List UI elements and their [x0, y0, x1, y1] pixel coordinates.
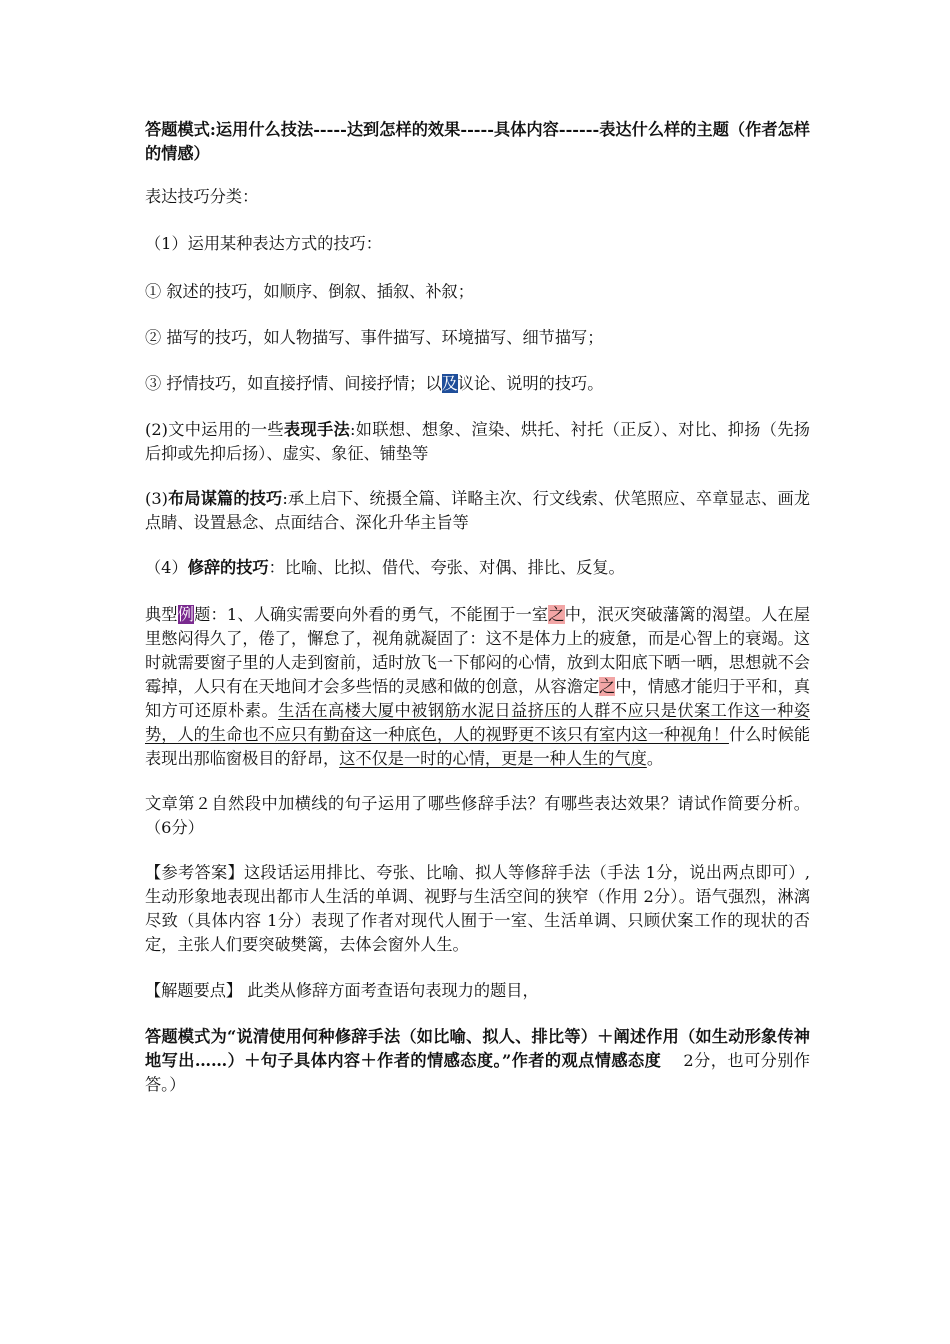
- section3-prefix: (3): [145, 489, 168, 508]
- final-bold: 答题模式为“说清使用何种修辞手法（如比喻、拟人、排比等）＋阐述作用（如生动形象传神地写出……）＋句子具体内容＋作者的情感态度。”作者的观点情感态度: [145, 1027, 810, 1070]
- answer-pattern-heading: [145, 118, 810, 166]
- question-paragraph: 文章第２自然段中加横线的句子运用了哪些修辞手法？有哪些表达效果？请试作简要分析。（6分）: [145, 794, 810, 837]
- section4-rest: ：比喻、比拟、借代、夸张、对偶、排比、反复。: [268, 558, 625, 577]
- section1-item3: [145, 372, 810, 396]
- section1-item1: ① 叙述的技巧，如顺序、倒叙、插叙、补叙；: [145, 282, 474, 301]
- section1-title: （1）运用某种表达方式的技巧：: [145, 234, 382, 253]
- example-t3: 中，泯灭突破藩篱的渴望。人在屋里憋闷得久了，倦了，懈怠了，视角就凝固了：这不是体力上的疲惫，而是心智上的衰竭。这时就需要窗子里的人走到窗前，适时放飞一下郁闷的心情，放到太阳底下晒一晒，思想就不会霉掉，人只有在天地间才会多些悟的灵感和做的创意，从容澹定: [145, 605, 811, 696]
- example-t1: 典型: [145, 605, 178, 624]
- section4-prefix: （4）: [145, 558, 188, 577]
- item3-post: 议论、说明的技巧。: [457, 374, 604, 393]
- example-t6: 什么时候能表现出那临窗极目的舒昂，: [145, 725, 811, 768]
- example-t8: 。: [646, 749, 663, 768]
- section3-paragraph: [145, 487, 810, 535]
- highlight-li: 例: [177, 605, 195, 624]
- example-t4: 中，情感才能归于平和，真知方可还原朴素。: [145, 677, 811, 720]
- section2-paragraph: [145, 418, 810, 466]
- highlight-zhi-1: 之: [548, 605, 565, 624]
- final-rest: 2分，也可分别作答。）: [145, 1051, 810, 1094]
- section4-paragraph: [145, 556, 810, 580]
- underlined-sentence-1: 生活在高楼大厦中被钢筋水泥日益挤压的人群不应只是伏案工作这一种姿势，人的生命也不应只有勤奋这一种底色，人的视野更不该只有室内这一种视角！: [145, 701, 811, 744]
- highlight-zhi-2: 之: [599, 677, 616, 696]
- key-points-paragraph: 【解题要点】 此类从修辞方面考查语句表现力的题目，: [145, 981, 539, 1000]
- heading-line: 答题模式:运用什么技法-----达到怎样的效果-----具体内容------表达什么样的主题（作者怎样的情感）: [145, 120, 810, 163]
- section1-item2: ② 描写的技巧，如人物描写、事件描写、环境描写、细节描写；: [145, 328, 604, 347]
- underlined-sentence-2: 这不仅是一时的心情，更是一种人生的气度: [339, 749, 647, 768]
- final-pattern-paragraph: [145, 1025, 810, 1097]
- example-t2: 题：1、人确实需要向外看的勇气，不能囿于一室: [194, 605, 549, 624]
- section2-bold: 表现手法: [283, 420, 351, 439]
- classification-title: 表达技巧分类：: [145, 187, 259, 206]
- example-paragraph: [145, 603, 810, 771]
- section2-rest: :如联想、想象、渲染、烘托、衬托（正反）、对比、抑扬（先扬后抑或先抑后扬）、虚实、象征、铺垫等: [145, 420, 810, 463]
- section3-rest: :承上启下、统摄全篇、详略主次、行文线索、伏笔照应、卒章显志、画龙点睛、设置悬念、点面结合、深化升华主旨等: [145, 489, 811, 532]
- section4-bold: 修辞的技巧: [187, 558, 269, 577]
- highlight-selection: 及: [441, 374, 458, 393]
- document-page: [145, 118, 810, 1097]
- item3-pre: ③ 抒情技巧，如直接抒情、间接抒情；以: [145, 374, 442, 393]
- section3-bold: 布局谋篇的技巧: [167, 489, 283, 508]
- reference-answer-paragraph: 【参考答案】这段话运用排比、夸张、比喻、拟人等修辞手法（手法 1分，说出两点即可）,生动形象地表现出都市人生活的单调、视野与生活空间的狭窄（作用 2分）。语气强烈，淋漓尽致（具体内容 1分）表现了作者对现代人囿于一室、生活单调、只顾伏案工作的现状的否定，主张人们要突破樊篱，去体会窗外人生。: [145, 863, 810, 954]
- section2-prefix: (2)文中运用的一些: [145, 420, 284, 439]
